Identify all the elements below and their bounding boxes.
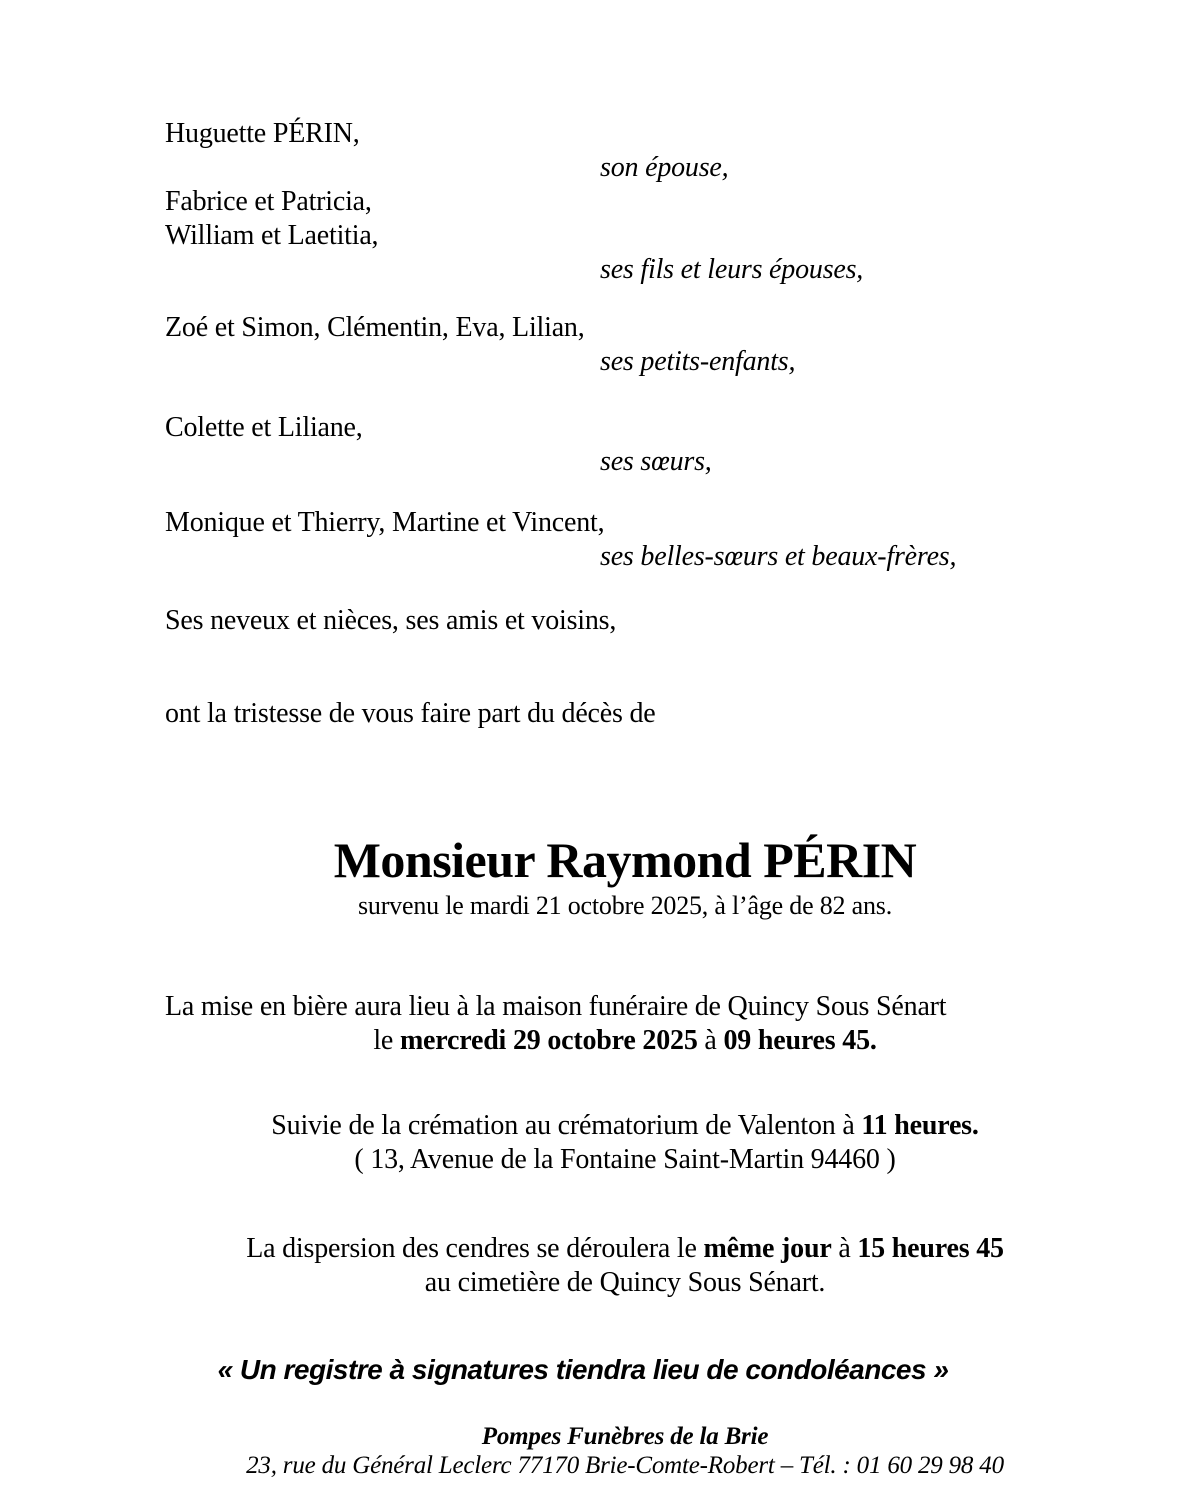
coffining-date-bold: mercredi 29 octobre 2025 bbox=[399, 1025, 698, 1056]
ashes-dispersion-time-bold: 15 heures 45 bbox=[857, 1233, 1004, 1264]
relation-line: ses belles-sœurs et beaux-frères, bbox=[600, 541, 957, 572]
family-names-line: Fabrice et Patricia, bbox=[165, 186, 372, 217]
coffining-line-2-mid: à bbox=[697, 1025, 724, 1056]
intro-line: ont la tristesse de vous faire part du décès de bbox=[165, 698, 656, 729]
coffining-line-2 bbox=[165, 1024, 1085, 1058]
family-names-line: Huguette PÉRIN, bbox=[165, 118, 360, 149]
family-names-line: Ses neveux et nièces, ses amis et voisins, bbox=[165, 605, 617, 636]
coffining-time-bold: 09 heures 45. bbox=[723, 1025, 877, 1056]
family-names-line: Colette et Liliane, bbox=[165, 412, 363, 443]
cremation-address-line: ( 13, Avenue de la Fontaine Saint-Martin 94460 ) bbox=[354, 1144, 896, 1175]
deceased-name-title: Monsieur Raymond PÉRIN bbox=[333, 832, 917, 888]
cremation-line-1-prefix: Suivie de la crémation au crématorium de Valenton à bbox=[271, 1110, 862, 1141]
relation-line: ses petits-enfants, bbox=[600, 346, 796, 377]
family-names-line: Zoé et Simon, Clémentin, Eva, Lilian, bbox=[165, 312, 585, 343]
ashes-dispersion-mid: à bbox=[831, 1233, 858, 1264]
relation-line: ses fils et leurs épouses, bbox=[600, 254, 864, 285]
relation-line: son épouse, bbox=[600, 152, 729, 183]
coffining-line-1: La mise en bière aura lieu à la maison funéraire de Quincy Sous Sénart bbox=[165, 991, 947, 1022]
coffining-line-2-prefix: le bbox=[373, 1025, 400, 1056]
relation-line: ses sœurs, bbox=[600, 446, 712, 477]
cremation-time-bold: 11 heures. bbox=[861, 1110, 979, 1141]
ashes-dispersion-day-bold: même jour bbox=[703, 1233, 832, 1264]
cremation-line-1 bbox=[165, 1109, 1085, 1143]
family-names-line: William et Laetitia, bbox=[165, 220, 379, 251]
family-names-line: Monique et Thierry, Martine et Vincent, bbox=[165, 507, 605, 538]
ashes-dispersion-line-2: au cimetière de Quincy Sous Sénart. bbox=[424, 1267, 826, 1298]
condolence-register-notice: « Un registre à signatures tiendra lieu de condoléances » bbox=[217, 1354, 949, 1385]
death-details-line: survenu le mardi 21 octobre 2025, à l’âge de 82 ans. bbox=[358, 891, 892, 920]
ashes-dispersion-line-1 bbox=[165, 1232, 1085, 1266]
ashes-dispersion-prefix: La dispersion des cendres se déroulera le bbox=[246, 1233, 704, 1264]
funeral-home-name: Pompes Funèbres de la Brie bbox=[481, 1423, 769, 1450]
funeral-home-address: 23, rue du Général Leclerc 77170 Brie-Comte-Robert – Tél. : 01 60 29 98 40 bbox=[246, 1452, 1004, 1479]
